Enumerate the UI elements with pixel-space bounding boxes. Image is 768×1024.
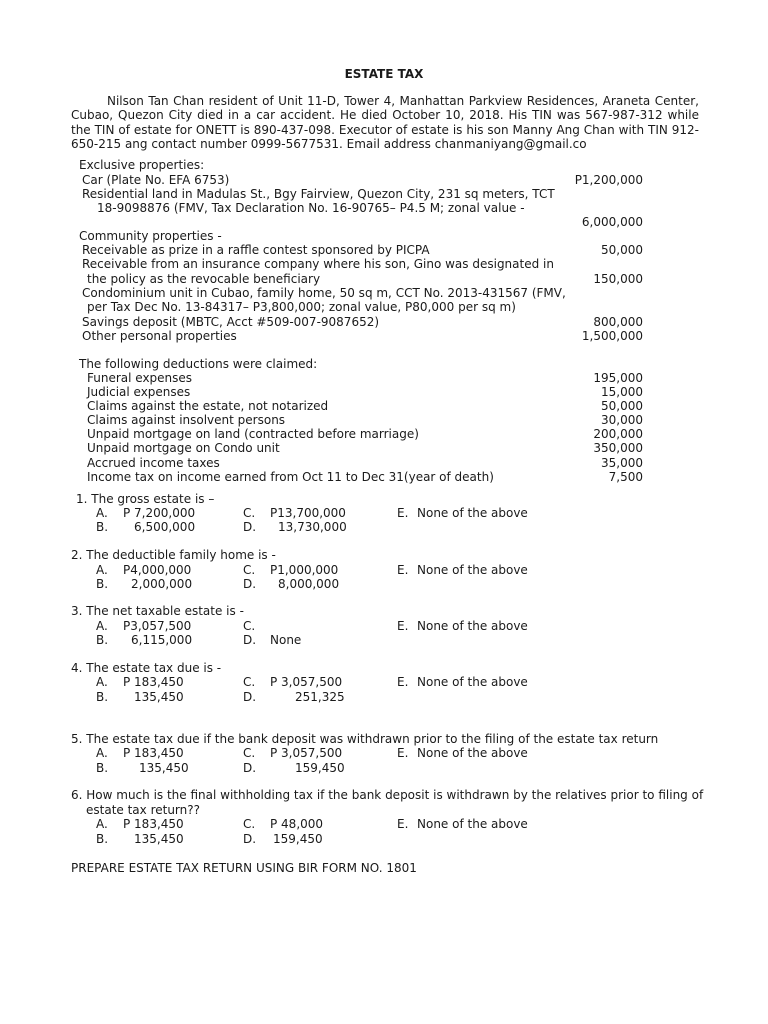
property-row [0, 201, 768, 215]
question-3: 3. The net taxable estate is - [71, 604, 244, 618]
question-3-option-d: D. None [243, 633, 302, 647]
property-amount: 6,000,000 [581, 215, 643, 229]
question-4-option-d: D. 251,325 [243, 690, 345, 704]
property-amount: 50,000 [601, 243, 643, 257]
question-1-option-e: E. None of the above [397, 506, 528, 520]
property-label: Other personal properties [82, 329, 237, 343]
deduction-amount: 50,000 [601, 399, 643, 413]
deduction-label: Income tax on income earned from Oct 11 to Dec 31(year of death) [87, 470, 494, 484]
intro-paragraph: Nilson Tan Chan resident of Unit 11-D, Tower 4, Manhattan Parkview Residences, Araneta Center, Cubao, Quezon City died in a car accident. He died October 10, 2018. His TIN was 567-987-312 while the TIN of estate for ONETT is 890-437-098. Executor of estate is his son Manny Ang Chan with TIN 912-650-215 ang contact number 0999-5677531. Email address chanmaniyang@gmail.co [71, 94, 699, 152]
question-3-option-c: C. [243, 619, 256, 633]
deduction-label: Unpaid mortgage on land (contracted before marriage) [87, 427, 419, 441]
property-label: Car (Plate No. EFA 6753) [82, 173, 230, 187]
property-row [0, 315, 768, 329]
property-row [0, 272, 768, 286]
property-row [0, 329, 768, 343]
deduction-row [0, 371, 768, 385]
property-row [0, 286, 768, 300]
question-2-option-a: A. P4,000,000 [96, 563, 192, 577]
question-5-option-d: D. 159,450 [243, 761, 345, 775]
deduction-row [0, 470, 768, 484]
question-2-option-b: B. 2,000,000 [96, 577, 193, 591]
deduction-label: Judicial expenses [87, 385, 191, 399]
deduction-amount: 35,000 [601, 456, 643, 470]
question-5-option-c: C. P 3,057,500 [243, 746, 343, 760]
property-row [0, 243, 768, 257]
property-label: the policy as the revocable beneficiary [87, 272, 321, 286]
deduction-amount: 200,000 [593, 427, 643, 441]
question-6-option-d: D. 159,450 [243, 832, 323, 846]
property-label: per Tax Dec No. 13-84317– P3,800,000; zonal value, P80,000 per sq m) [87, 300, 516, 314]
question-6-option-b: B. 135,450 [96, 832, 184, 846]
question-4: 4. The estate tax due is - [71, 661, 222, 675]
property-label: Exclusive properties: [79, 158, 205, 172]
deduction-row [0, 357, 768, 371]
deduction-amount: 30,000 [601, 413, 643, 427]
deduction-row [0, 413, 768, 427]
question-6-continued: estate tax return?? [86, 803, 200, 817]
property-row [0, 300, 768, 314]
deduction-amount: 15,000 [601, 385, 643, 399]
property-row [0, 229, 768, 243]
deduction-label: Claims against the estate, not notarized [87, 399, 329, 413]
deduction-row [0, 441, 768, 455]
question-5-option-b: B. 135,450 [96, 761, 189, 775]
deduction-amount: 350,000 [593, 441, 643, 455]
deduction-amount: 195,000 [593, 371, 643, 385]
question-6-option-c: C. P 48,000 [243, 817, 324, 831]
property-label: Savings deposit (MBTC, Acct #509-007-9087652) [82, 315, 380, 329]
property-label: Receivable as prize in a raffle contest sponsored by PICPA [82, 243, 430, 257]
deduction-row [0, 399, 768, 413]
question-1-option-a: A. P 7,200,000 [96, 506, 196, 520]
property-row [0, 158, 768, 172]
question-5-option-a: A. P 183,450 [96, 746, 184, 760]
deduction-label: Accrued income taxes [87, 456, 220, 470]
deduction-label: Funeral expenses [87, 371, 193, 385]
deduction-amount: 7,500 [608, 470, 643, 484]
property-amount: P1,200,000 [574, 173, 643, 187]
question-4-option-a: A. P 183,450 [96, 675, 184, 689]
property-label: Condominium unit in Cubao, family home, 50 sq m, CCT No. 2013-431567 (FMV, [82, 286, 566, 300]
property-row [0, 173, 768, 187]
question-2-option-c: C. P1,000,000 [243, 563, 339, 577]
deduction-label: Claims against insolvent persons [87, 413, 286, 427]
question-6: 6. How much is the final withholding tax if the bank deposit is withdrawn by the relatives prior to filing of [71, 788, 704, 802]
deduction-label: The following deductions were claimed: [79, 357, 318, 371]
property-row [0, 257, 768, 271]
question-6-option-e: E. None of the above [397, 817, 528, 831]
question-5-option-e: E. None of the above [397, 746, 528, 760]
property-label: Residential land in Madulas St., Bgy Fairview, Quezon City, 231 sq meters, TCT [82, 187, 555, 201]
question-5: 5. The estate tax due if the bank deposit was withdrawn prior to the filing of the estate tax return [71, 732, 659, 746]
deduction-row [0, 385, 768, 399]
question-3-option-e: E. None of the above [397, 619, 528, 633]
property-label: Community properties - [79, 229, 222, 243]
question-1-option-d: D. 13,730,000 [243, 520, 347, 534]
deduction-label: Unpaid mortgage on Condo unit [87, 441, 280, 455]
property-amount: 1,500,000 [581, 329, 643, 343]
question-4-option-b: B. 135,450 [96, 690, 184, 704]
question-3-option-a: A. P3,057,500 [96, 619, 192, 633]
property-label: 18-9098876 (FMV, Tax Declaration No. 16-90765– P4.5 M; zonal value - [97, 201, 525, 215]
question-3-option-b: B. 6,115,000 [96, 633, 193, 647]
question-2: 2. The deductible family home is - [71, 548, 276, 562]
property-label: Receivable from an insurance company where his son, Gino was designated in [82, 257, 554, 271]
property-amount: 150,000 [593, 272, 643, 286]
deduction-row [0, 427, 768, 441]
document-title: ESTATE TAX [344, 67, 424, 81]
question-1-option-b: B. 6,500,000 [96, 520, 196, 534]
question-4-option-e: E. None of the above [397, 675, 528, 689]
property-row [0, 187, 768, 201]
question-1: 1. The gross estate is – [76, 492, 215, 506]
footer-instruction: PREPARE ESTATE TAX RETURN USING BIR FORM NO. 1801 [71, 861, 417, 875]
property-row [0, 215, 768, 229]
question-4-option-c: C. P 3,057,500 [243, 675, 343, 689]
question-1-option-c: C. P13,700,000 [243, 506, 346, 520]
question-6-option-a: A. P 183,450 [96, 817, 184, 831]
property-amount: 800,000 [593, 315, 643, 329]
deduction-row [0, 456, 768, 470]
question-2-option-e: E. None of the above [397, 563, 528, 577]
question-2-option-d: D. 8,000,000 [243, 577, 340, 591]
